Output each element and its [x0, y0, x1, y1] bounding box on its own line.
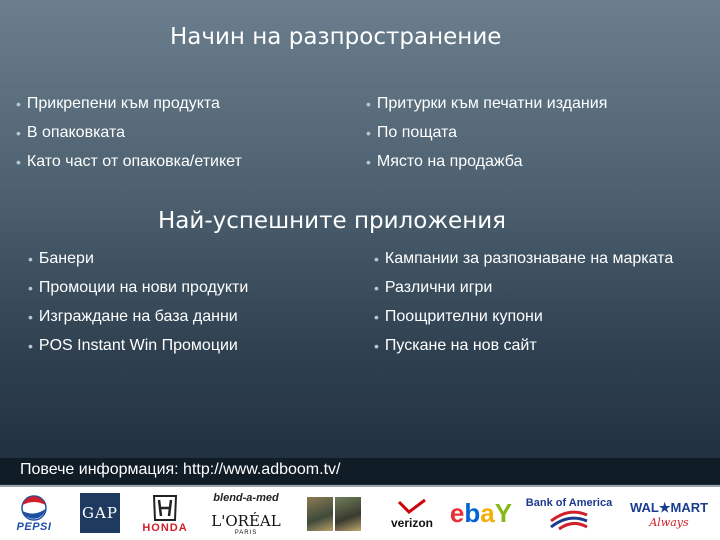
bullet-icon: • [16, 154, 21, 170]
distribution-right-list [366, 95, 607, 182]
blendamed-logo: blend-a-med [213, 492, 279, 504]
list-item: • Прикрепени към продукта [16, 95, 220, 112]
honda-logo: HONDA [134, 491, 196, 537]
bullet-icon: • [366, 125, 371, 141]
bank-of-america-logo: Bank of America [524, 491, 614, 537]
bullet-icon: • [374, 251, 379, 267]
ebay-logo: e b a Y [449, 497, 513, 528]
list-item: • Различни игри [374, 279, 493, 296]
loreal-logo: L'ORÉAL PARIS [211, 512, 281, 536]
verizon-logo: verizon [384, 493, 440, 535]
more-info-link[interactable]: Повече информация: http://www.adboom.tv/ [20, 461, 341, 478]
bullet-icon: • [374, 338, 379, 354]
list-item: • Място на продажба [366, 153, 523, 170]
distribution-left-list [16, 95, 242, 182]
gap-logo: GAP [80, 493, 120, 533]
list-item: • Изграждане на база данни [28, 308, 238, 325]
bullet-icon: • [374, 309, 379, 325]
list-item: • По пощата [366, 124, 458, 141]
bullet-icon: • [16, 96, 21, 112]
list-item: • Пускане на нов сайт [374, 337, 537, 354]
list-item: • POS Instant Win Промоции [28, 337, 238, 354]
pepsi-globe-icon [21, 495, 47, 521]
list-item: • Притурки към печатни издания [366, 95, 608, 112]
bullet-icon: • [28, 280, 33, 296]
bullet-icon: • [28, 309, 33, 325]
bullet-icon: • [366, 154, 371, 170]
boa-flag-icon [549, 509, 589, 531]
list-item: • Промоции на нови продукти [28, 279, 249, 296]
list-item: • Като част от опаковка/етикет [16, 153, 242, 170]
bullet-icon: • [374, 280, 379, 296]
distribution-title: Начин на разпространение [170, 24, 502, 50]
list-item: • В опаковката [16, 124, 126, 141]
bullet-icon: • [28, 338, 33, 354]
dvd-poster-image [305, 491, 363, 537]
honda-wing-icon [150, 494, 180, 522]
list-item: • Поощрителни купони [374, 308, 543, 325]
bullet-icon: • [28, 251, 33, 267]
applications-left-list [28, 250, 248, 366]
bullet-icon: • [16, 125, 21, 141]
pepsi-logo: PEPSI [8, 491, 60, 537]
list-item: • Банери [28, 250, 94, 267]
bullet-icon: • [366, 96, 371, 112]
list-item: • Кампании за разпознаване на марката [374, 250, 674, 267]
walmart-logo: WAL★MART Always [629, 499, 709, 529]
applications-title: Най-успешните приложения [158, 208, 507, 234]
verizon-check-icon [397, 498, 427, 516]
logo-strip [0, 487, 720, 540]
applications-right-list [374, 250, 673, 366]
